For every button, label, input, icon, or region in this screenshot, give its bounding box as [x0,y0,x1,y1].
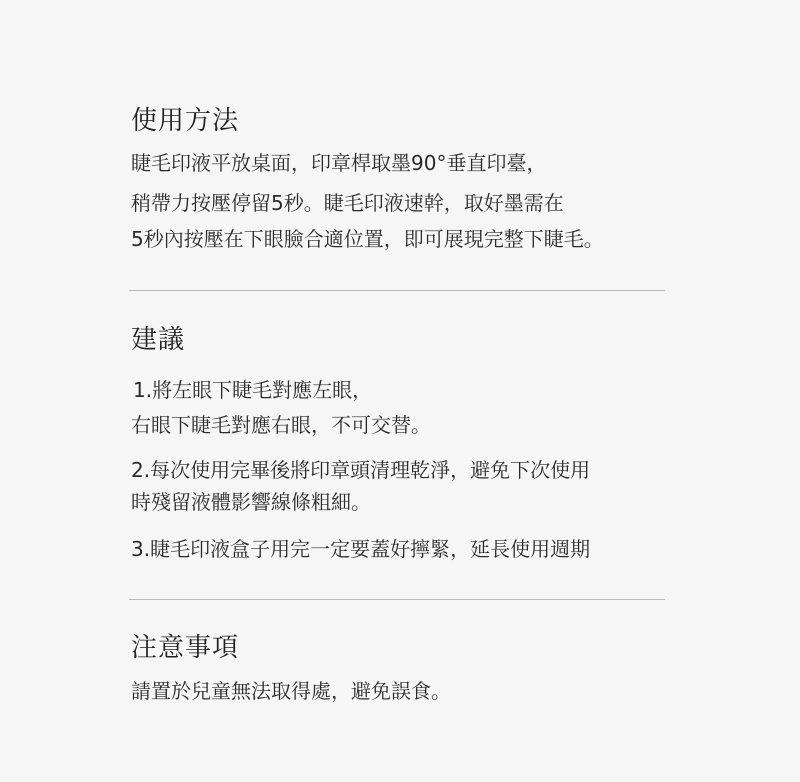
usage-title: 使用方法 [131,106,240,136]
divider-1 [129,290,665,291]
suggestions-title: 建議 [131,325,186,355]
usage-line-2: 稍帶力按壓停留5秒。睫毛印液速幹，取好墨需在 [131,191,564,215]
suggestion-3-line-1: 3.睫毛印液盒子用完一定要蓋好擰緊，延長使用週期 [131,537,591,561]
usage-line-1: 睫毛印液平放桌面，印章桿取墨90°垂直印臺， [131,151,547,175]
suggestion-1-line-1: 1.將左眼下睫毛對應左眼， [133,378,373,402]
suggestion-1-line-2: 右眼下睫毛對應右眼，不可交替。 [131,413,431,437]
notes-title: 注意事項 [131,633,240,663]
notes-line-1: 請置於兒童無法取得處，避免誤食。 [131,679,451,703]
suggestion-2-line-2: 時殘留液體影響線條粗細。 [131,490,371,514]
suggestion-2-line-1: 2.每次使用完畢後將印章頭清理乾淨，避免下次使用 [131,458,591,482]
divider-2 [129,599,665,600]
usage-line-3: 5秒內按壓在下眼臉合適位置，即可展現完整下睫毛。 [131,227,604,251]
